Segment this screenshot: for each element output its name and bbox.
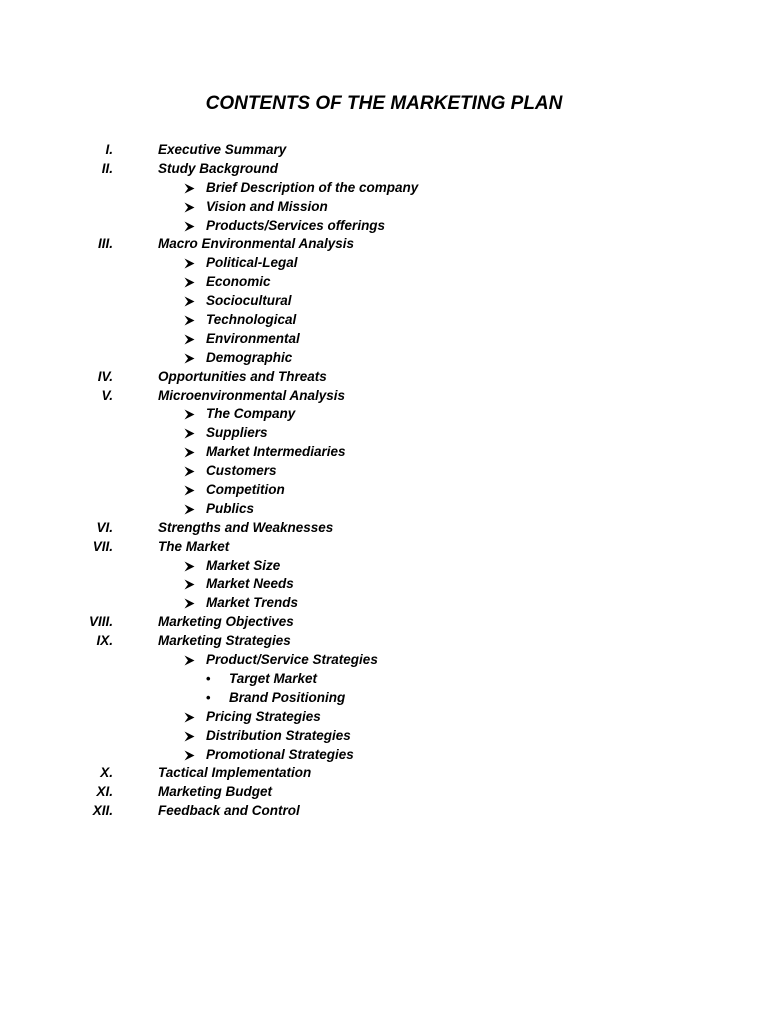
entry-label: Study Background [158,160,279,176]
section-number: IX. [96,633,113,649]
entry-label: Suppliers [206,425,268,441]
arrow-bullet-icon [184,727,195,742]
arrow-bullet-icon [184,217,195,232]
section-number: XI. [96,784,113,800]
entry-label: Technological [206,312,297,328]
entry-label: Promotional Strategies [206,746,354,762]
toc-section [0,783,768,802]
toc-section [0,538,768,557]
arrow-bullet-icon [184,481,195,496]
arrow-bullet-icon [184,179,195,194]
entry-label: Customers [206,463,277,479]
arrow-bullet-icon [184,746,195,761]
toc-subitem [0,424,768,443]
entry-label: Environmental [206,330,300,346]
entry-label: Products/Services offerings [206,217,386,233]
entry-label: Market Size [206,557,281,573]
entry-label: Economic [206,274,271,290]
section-number: XII. [92,803,113,819]
entry-label: Strengths and Weaknesses [158,519,334,535]
arrow-bullet-icon [184,349,195,364]
arrow-bullet-icon [184,651,195,666]
table-of-contents [0,141,768,821]
toc-subitem [0,273,768,292]
entry-label: Sociocultural [206,293,292,309]
toc-subitem [0,254,768,273]
section-number: VI. [96,519,113,535]
section-number: VIII. [88,614,113,630]
entry-label: Brief Description of the company [206,179,419,195]
toc-section [0,802,768,821]
arrow-bullet-icon [184,254,195,269]
arrow-bullet-icon [184,443,195,458]
entry-label: Microenvironmental Analysis [158,387,346,403]
toc-subitem [0,575,768,594]
toc-subitem [0,292,768,311]
toc-section [0,235,768,254]
entry-label: Marketing Objectives [158,614,294,630]
entry-label: Tactical Implementation [158,765,312,781]
toc-subitem [0,462,768,481]
entry-label: Marketing Strategies [158,633,291,649]
toc-subitem [0,179,768,198]
arrow-bullet-icon [184,273,195,288]
toc-subitem [0,198,768,217]
entry-label: Feedback and Control [158,803,300,819]
dot-bullet-icon: • [206,670,211,686]
toc-section [0,141,768,160]
toc-subitem [0,405,768,424]
toc-section [0,368,768,387]
arrow-bullet-icon [184,594,195,609]
entry-label: Executive Summary [158,142,287,157]
entry-label: Demographic [206,349,293,365]
section-number: I. [105,142,113,157]
toc-section [0,519,768,538]
entry-label: Market Intermediaries [206,444,346,460]
entry-label: The Company [206,406,296,422]
toc-subitem [0,443,768,462]
arrow-bullet-icon [184,708,195,723]
toc-section [0,613,768,632]
arrow-bullet-icon [184,311,195,326]
toc-subitem [0,557,768,576]
arrow-bullet-icon [184,500,195,515]
toc-subitem [0,500,768,519]
toc-subitem [0,481,768,500]
arrow-bullet-icon [184,424,195,439]
entry-label: Product/Service Strategies [206,652,378,668]
section-number: III. [97,236,113,252]
dot-bullet-icon: • [206,689,211,705]
entry-label: Market Trends [206,595,299,611]
toc-subitem [0,311,768,330]
toc-section [0,632,768,651]
entry-label: Opportunities and Threats [158,368,327,384]
toc-subitem [0,746,768,765]
section-number: V. [101,387,113,403]
entry-label: Brand Positioning [229,689,346,705]
arrow-bullet-icon [184,405,195,420]
entry-label: Vision and Mission [206,198,328,214]
toc-subitem [0,651,768,670]
entry-label: Pricing Strategies [206,708,321,724]
entry-label: The Market [158,538,230,554]
entry-label: Target Market [229,670,318,686]
toc-subsubitem [0,670,768,689]
toc-subsubitem [0,689,768,708]
toc-subitem [0,217,768,236]
entry-label: Market Needs [206,576,294,592]
arrow-bullet-icon [184,292,195,307]
entry-label: Marketing Budget [158,784,273,800]
toc-subitem [0,594,768,613]
page-title: CONTENTS OF THE MARKETING PLAN [205,93,563,114]
toc-section [0,387,768,406]
toc-section [0,160,768,179]
entry-label: Distribution Strategies [206,727,351,743]
entry-label: Publics [206,500,255,516]
arrow-bullet-icon [184,330,195,345]
section-number: X. [100,765,113,781]
entry-label: Political-Legal [206,255,298,271]
toc-subitem [0,708,768,727]
arrow-bullet-icon [184,198,195,213]
toc-subitem [0,330,768,349]
entry-label: Competition [206,482,285,498]
section-number: VII. [92,538,113,554]
toc-subitem [0,727,768,746]
arrow-bullet-icon [184,557,195,572]
section-number: II. [101,160,113,176]
entry-label: Macro Environmental Analysis [158,236,355,252]
toc-section [0,764,768,783]
arrow-bullet-icon [184,462,195,477]
toc-subitem [0,349,768,368]
section-number: IV. [97,368,113,384]
arrow-bullet-icon [184,575,195,590]
